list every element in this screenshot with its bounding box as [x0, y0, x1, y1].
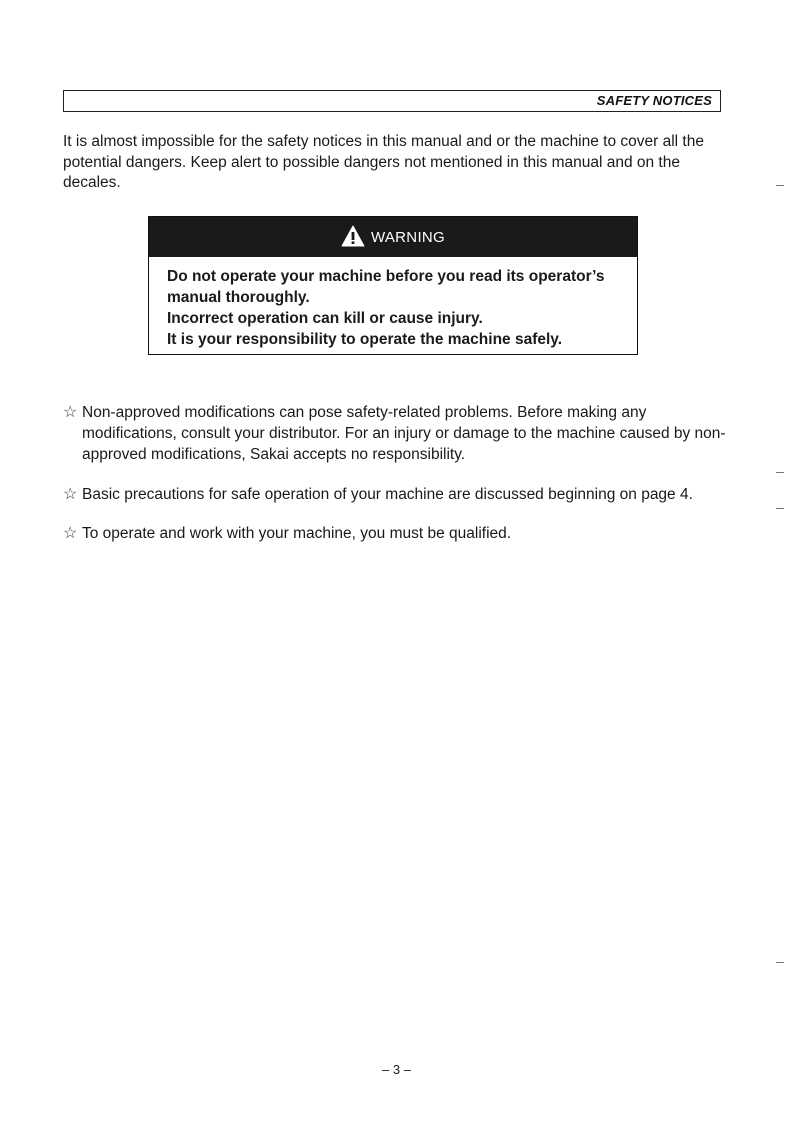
intro-paragraph: It is almost impossible for the safety notices in this manual and or the machine to cover all the potential dangers. Keep alert to possible dangers not mentioned in this manual and on the decales.: [63, 133, 704, 191]
warning-box: [148, 216, 638, 355]
note-text: To operate and work with your machine, you must be qualified.: [82, 525, 512, 542]
note-item: [63, 484, 733, 505]
warning-line: Incorrect operation can kill or cause injury.: [167, 310, 483, 327]
warning-line: Do not operate your machine before you read its operator’s: [167, 268, 605, 285]
star-icon: ☆: [63, 486, 78, 503]
warning-body: [149, 257, 637, 350]
margin-tick: [776, 185, 784, 186]
warning-line: manual thoroughly.: [167, 289, 310, 306]
warning-label: WARNING: [370, 228, 446, 246]
page-number: – 3 –: [382, 1062, 411, 1077]
section-header-bar: [63, 90, 721, 112]
margin-tick: [776, 472, 784, 473]
note-text: Non-approved modifications can pose safety-related problems. Before making any modifications, consult your distributor. For an injury or damage to the machine caused by non-approved modifications, Sakai accepts no responsibility.: [82, 404, 726, 463]
warning-triangle-icon: [341, 225, 365, 247]
warning-header: [149, 217, 637, 257]
note-item: [63, 523, 733, 544]
warning-line: It is your responsibility to operate the machine safely.: [167, 331, 563, 348]
note-item: [63, 402, 733, 465]
section-title: SAFETY NOTICES: [596, 93, 712, 108]
margin-tick: [776, 962, 784, 963]
star-icon: ☆: [63, 525, 78, 542]
star-icon: ☆: [63, 404, 78, 421]
note-text: Basic precautions for safe operation of your machine are discussed beginning on page 4.: [82, 486, 693, 503]
margin-tick: [776, 508, 784, 509]
